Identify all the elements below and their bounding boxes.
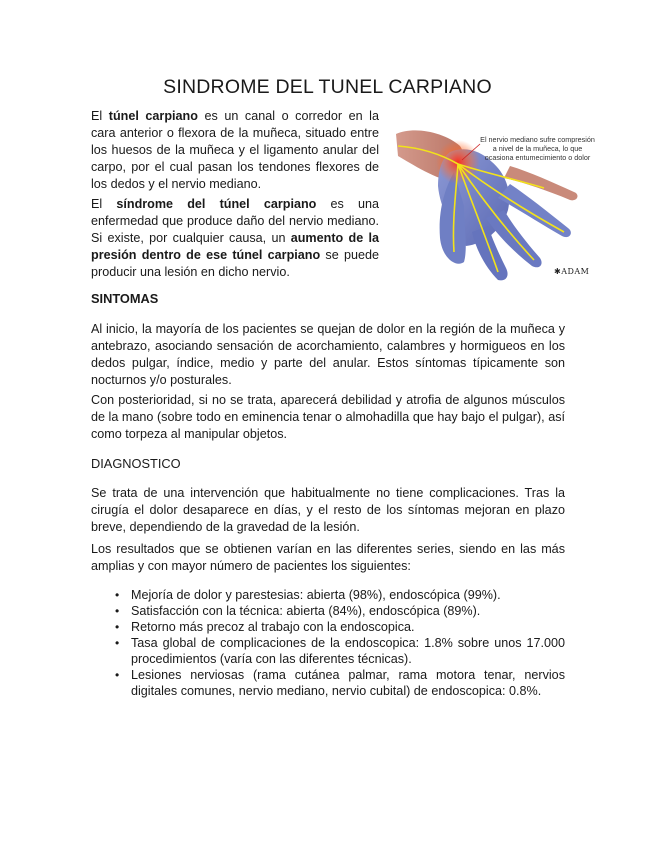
- section-heading-sintomas: SINTOMAS: [91, 291, 159, 306]
- bold-phrase: aumento de la presión dentro de ese túnel carpiano: [91, 231, 379, 262]
- list-item-text: Tasa global de complicaciones de la endoscopica: 1.8% sobre unos 17.000 procedimientos (varía con las diferentes técnicas).: [131, 636, 565, 666]
- list-item-text: Lesiones nerviosas (rama cutánea palmar, rama motora tenar, nervios digitales comunes, nervio mediano, nervio cubital) de endoscopica: 0.8%.: [131, 668, 565, 698]
- bullet-icon: •: [115, 636, 120, 650]
- list-item-text: Mejoría de dolor y parestesias: abierta (98%), endoscópica (99%).: [131, 588, 501, 602]
- adam-logo: ✱ADAM: [554, 267, 590, 276]
- list-item: [91, 603, 565, 619]
- intro-paragraph-1: [91, 108, 379, 193]
- diagnostico-paragraph-2: Los resultados que se obtienen varían en las diferentes series, siendo en las más amplias y con mayor número de pacientes los siguientes:: [91, 542, 565, 573]
- bullet-icon: •: [115, 668, 120, 682]
- section-heading-diagnostico: DIAGNOSTICO: [91, 456, 181, 471]
- list-item: [91, 635, 565, 667]
- bullet-icon: •: [115, 620, 120, 634]
- text-run: es una enfermedad que produce daño del nervio mediano. Si existe, por cualquier causa, un: [91, 197, 379, 245]
- list-item: [91, 587, 565, 603]
- list-item: [91, 619, 565, 635]
- text-run: El: [91, 109, 109, 123]
- text-run: El: [91, 197, 117, 211]
- text-run: es un canal o corredor en la cara anterior o flexora de la muñeca, situado entre los huesos de la muñeca y el ligamento anular del carpo, por el cual pasan los tendones flexores de los dedos y el nervio mediano.: [91, 109, 379, 191]
- list-item-text: Satisfacción con la técnica: abierta (84%), endoscópica (89%).: [131, 604, 481, 618]
- page-title: SINDROME DEL TUNEL CARPIANO: [163, 76, 492, 98]
- intro-paragraph-2: [91, 196, 379, 281]
- results-list: [91, 587, 565, 699]
- bold-term: túnel carpiano: [108, 109, 198, 123]
- sintomas-paragraph-2: Con posterioridad, si no se trata, aparecerá debilidad y atrofia de algunos músculos de la mano (sobre todo en eminencia tenar o almohadilla que hay bajo el pulgar), así como torpeza al manipular objetos.: [91, 393, 565, 441]
- list-item-text: Retorno más precoz al trabajo con la endoscopica.: [131, 620, 415, 634]
- bullet-icon: •: [115, 588, 120, 602]
- bullet-icon: •: [115, 604, 120, 618]
- sintomas-paragraph-1: Al inicio, la mayoría de los pacientes se quejan de dolor en la región de la muñeca y antebrazo, asociando sensación de acorchamiento, calambres y hormigueos en los dedos pulgar, índice, medio y parte del anular. Estos síntomas típicamente son nocturnos y/o posturales.: [91, 322, 565, 387]
- diagnostico-paragraph-1: Se trata de una intervención que habitualmente no tiene complicaciones. Tras la cirugía el dolor desaparece en días, y el resto de los síntomas mejoran en plazo breve, dependiendo de la gravedad de la lesión.: [91, 486, 565, 534]
- text-run: se puede producir una lesión en dicho nervio.: [91, 248, 379, 279]
- figure-caption: El nervio mediano sufre compresión a nivel de la muñeca, lo que ocasiona entumecimiento o dolor: [480, 135, 595, 162]
- list-item: [91, 667, 565, 699]
- bold-term: síndrome del túnel carpiano: [116, 197, 317, 211]
